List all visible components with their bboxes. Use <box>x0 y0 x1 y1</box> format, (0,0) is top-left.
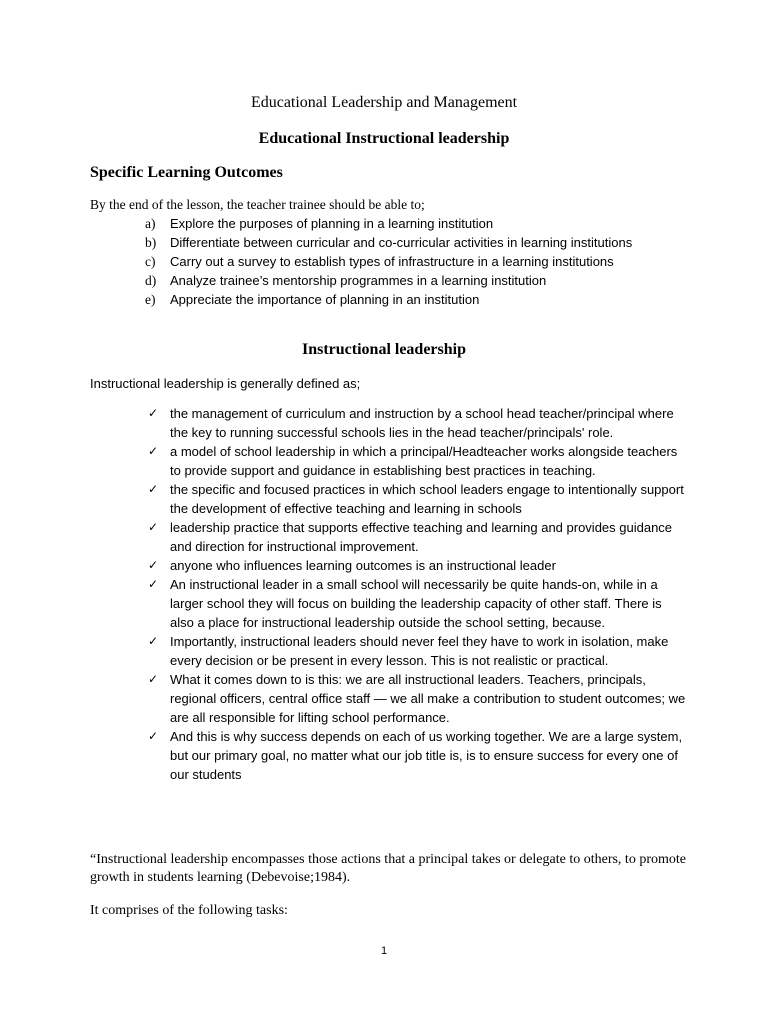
outcome-text: Carry out a survey to establish types of infrastructure in a learning institutions <box>170 254 614 269</box>
outcome-marker: d) <box>145 273 157 288</box>
section-heading: Instructional leadership <box>301 341 466 358</box>
definitions-list <box>148 404 688 784</box>
definition-text: the management of curriculum and instruction by a school head teacher/principal where the key to running successful schools lies in the head teacher/principals' role. <box>170 406 674 440</box>
outcome-text: Explore the purposes of planning in a learning institution <box>170 216 494 231</box>
definition-item <box>148 404 688 442</box>
checkmark-icon: ✓ <box>148 634 159 648</box>
outcome-marker: b) <box>145 235 157 250</box>
checkmark-icon: ✓ <box>148 672 159 686</box>
checkmark-icon: ✓ <box>148 482 159 496</box>
definition-text: An instructional leader in a small school will necessarily be quite hands-on, while in a larger school they will focus on building the leadership capacity of other staff. There is also a place for instructional leadership outside the school setting, because. <box>170 577 662 630</box>
definition-item <box>148 727 688 784</box>
outcome-item <box>145 233 705 252</box>
checkmark-icon: ✓ <box>148 577 159 591</box>
outcome-marker: c) <box>145 254 156 269</box>
outcomes-intro: By the end of the lesson, the teacher trainee should be able to; <box>90 197 425 212</box>
checkmark-icon: ✓ <box>148 444 159 458</box>
outcomes-heading: Specific Learning Outcomes <box>90 164 283 181</box>
outcome-marker: a) <box>145 216 156 231</box>
tasks-intro: It comprises of the following tasks: <box>90 903 288 918</box>
outcome-text: Differentiate between curricular and co-curricular activities in learning institutions <box>170 235 633 250</box>
definition-item <box>148 632 688 670</box>
definition-text: Importantly, instructional leaders should never feel they have to work in isolation, make every decision or be present in every lesson. This is not realistic or practical. <box>170 634 669 668</box>
outcome-marker: e) <box>145 292 156 307</box>
outcomes-list <box>145 214 705 309</box>
outcome-item <box>145 271 705 290</box>
document-subtitle: Educational Instructional leadership <box>258 130 510 147</box>
document-title: Educational Leadership and Management <box>250 94 518 111</box>
outcome-text: Appreciate the importance of planning in an institution <box>170 292 480 307</box>
definition-item <box>148 518 688 556</box>
checkmark-icon: ✓ <box>148 520 159 534</box>
definition-item <box>148 575 688 632</box>
outcome-item <box>145 290 705 309</box>
definition-text: anyone who influences learning outcomes is an instructional leader <box>170 558 556 573</box>
outcome-item <box>145 214 705 233</box>
outcome-item <box>145 252 705 271</box>
definition-item <box>148 480 688 518</box>
definition-text: a model of school leadership in which a principal/Headteacher works alongside teachers to provide support and guidance in establishing best practices in teaching. <box>170 444 678 478</box>
quote-paragraph: “Instructional leadership encompasses those actions that a principal takes or delegate to others, to promote growth in students learning (Debevoise;1984). <box>90 852 686 885</box>
definition-text: the specific and focused practices in which school leaders engage to intentionally support the development of effective teaching and learning in schools <box>170 482 684 516</box>
checkmark-icon: ✓ <box>148 558 159 572</box>
checkmark-icon: ✓ <box>148 729 159 743</box>
definition-text: And this is why success depends on each of us working together. We are a large system, but our primary goal, no matter what our job title is, is to ensure success for every one of our students <box>170 729 683 782</box>
page-number: 1 <box>380 945 388 957</box>
outcome-text: Analyze trainee’s mentorship programmes in a learning institution <box>170 273 547 288</box>
checkmark-icon: ✓ <box>148 406 159 420</box>
definition-item <box>148 670 688 727</box>
definition-text: What it comes down to is this: we are all instructional leaders. Teachers, principals, regional officers, central office staff — we all make a contribution to student outcomes; we are all responsible for lifting school performance. <box>170 672 686 725</box>
definition-item <box>148 556 688 575</box>
definition-item <box>148 442 688 480</box>
definition-text: leadership practice that supports effective teaching and learning and provides guidance and direction for instructional improvement. <box>170 520 673 554</box>
definition-intro: Instructional leadership is generally defined as; <box>90 376 361 391</box>
